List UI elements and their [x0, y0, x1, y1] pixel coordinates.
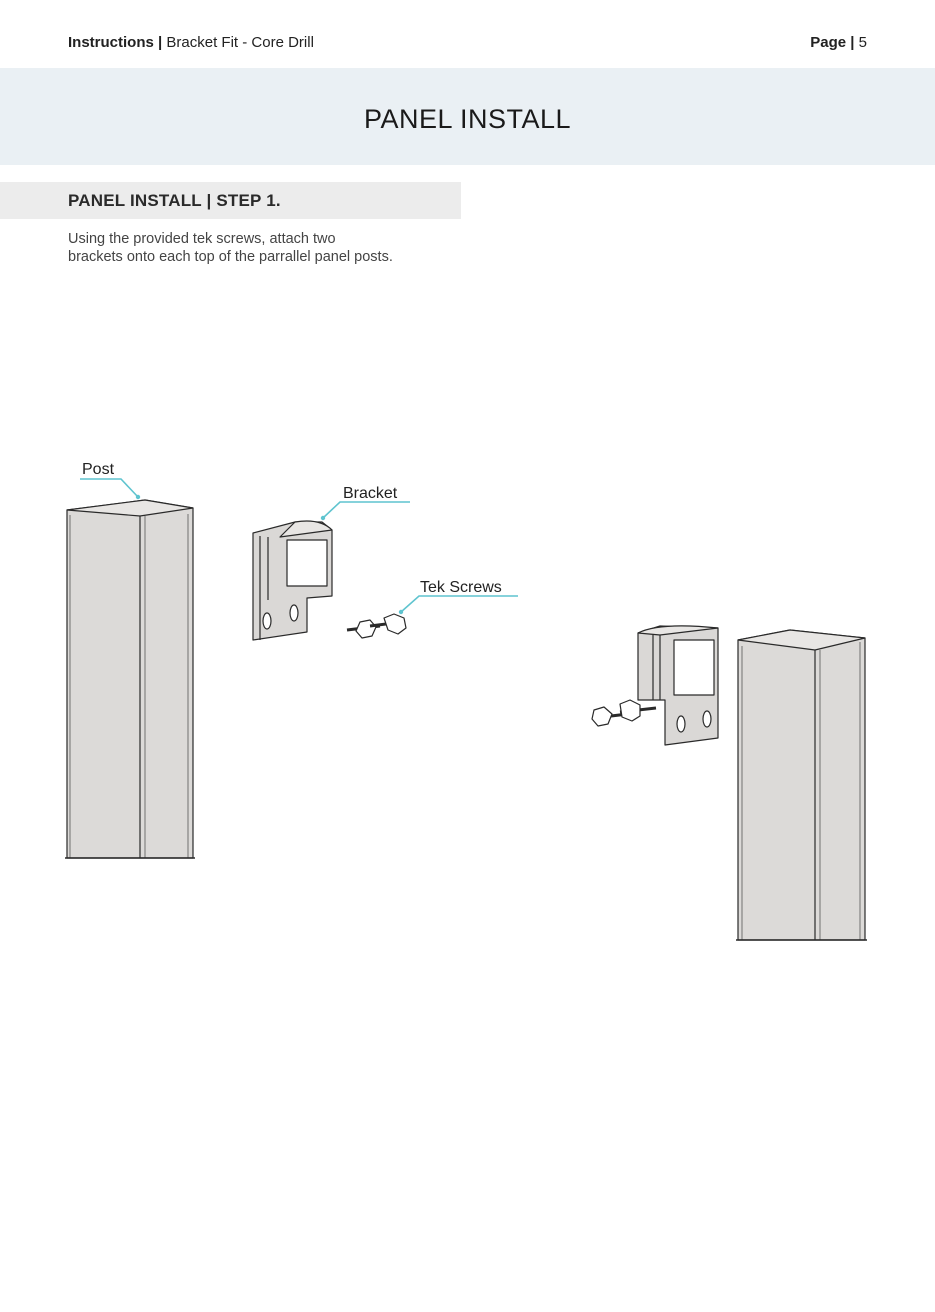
- step-description-line-2: brackets onto each top of the parrallel panel posts.: [68, 249, 393, 265]
- page-title: PANEL INSTALL: [363, 104, 572, 134]
- bracket-label: Bracket: [343, 485, 398, 502]
- header-document-title: Bracket Fit - Core Drill: [166, 34, 314, 51]
- post-label: Post: [82, 461, 115, 478]
- page-number: 5: [858, 34, 867, 51]
- header-instructions-label: Instructions |: [68, 34, 163, 51]
- right-post: [736, 630, 867, 940]
- header-page-label: Page |: [810, 34, 855, 51]
- header-left: [68, 34, 314, 51]
- step-description: [68, 230, 468, 266]
- screws-leader-line: [401, 596, 518, 612]
- left-bracket: [253, 521, 332, 640]
- right-tek-screws: [592, 700, 656, 726]
- title-band: [0, 68, 935, 165]
- panel-install-illustration: [0, 440, 935, 960]
- left-post: [65, 500, 195, 858]
- post-leader-line: [80, 479, 138, 497]
- step-heading: PANEL INSTALL | STEP 1.: [68, 191, 281, 210]
- step-heading-bar: [0, 182, 461, 219]
- step-description-line-1: Using the provided tek screws, attach two: [68, 231, 336, 247]
- tek-screws-label: Tek Screws: [420, 579, 502, 596]
- header-right: [810, 34, 867, 51]
- page-header: [68, 34, 867, 54]
- bracket-leader-line: [323, 502, 410, 518]
- right-bracket: [638, 626, 718, 745]
- left-tek-screws: [347, 614, 406, 638]
